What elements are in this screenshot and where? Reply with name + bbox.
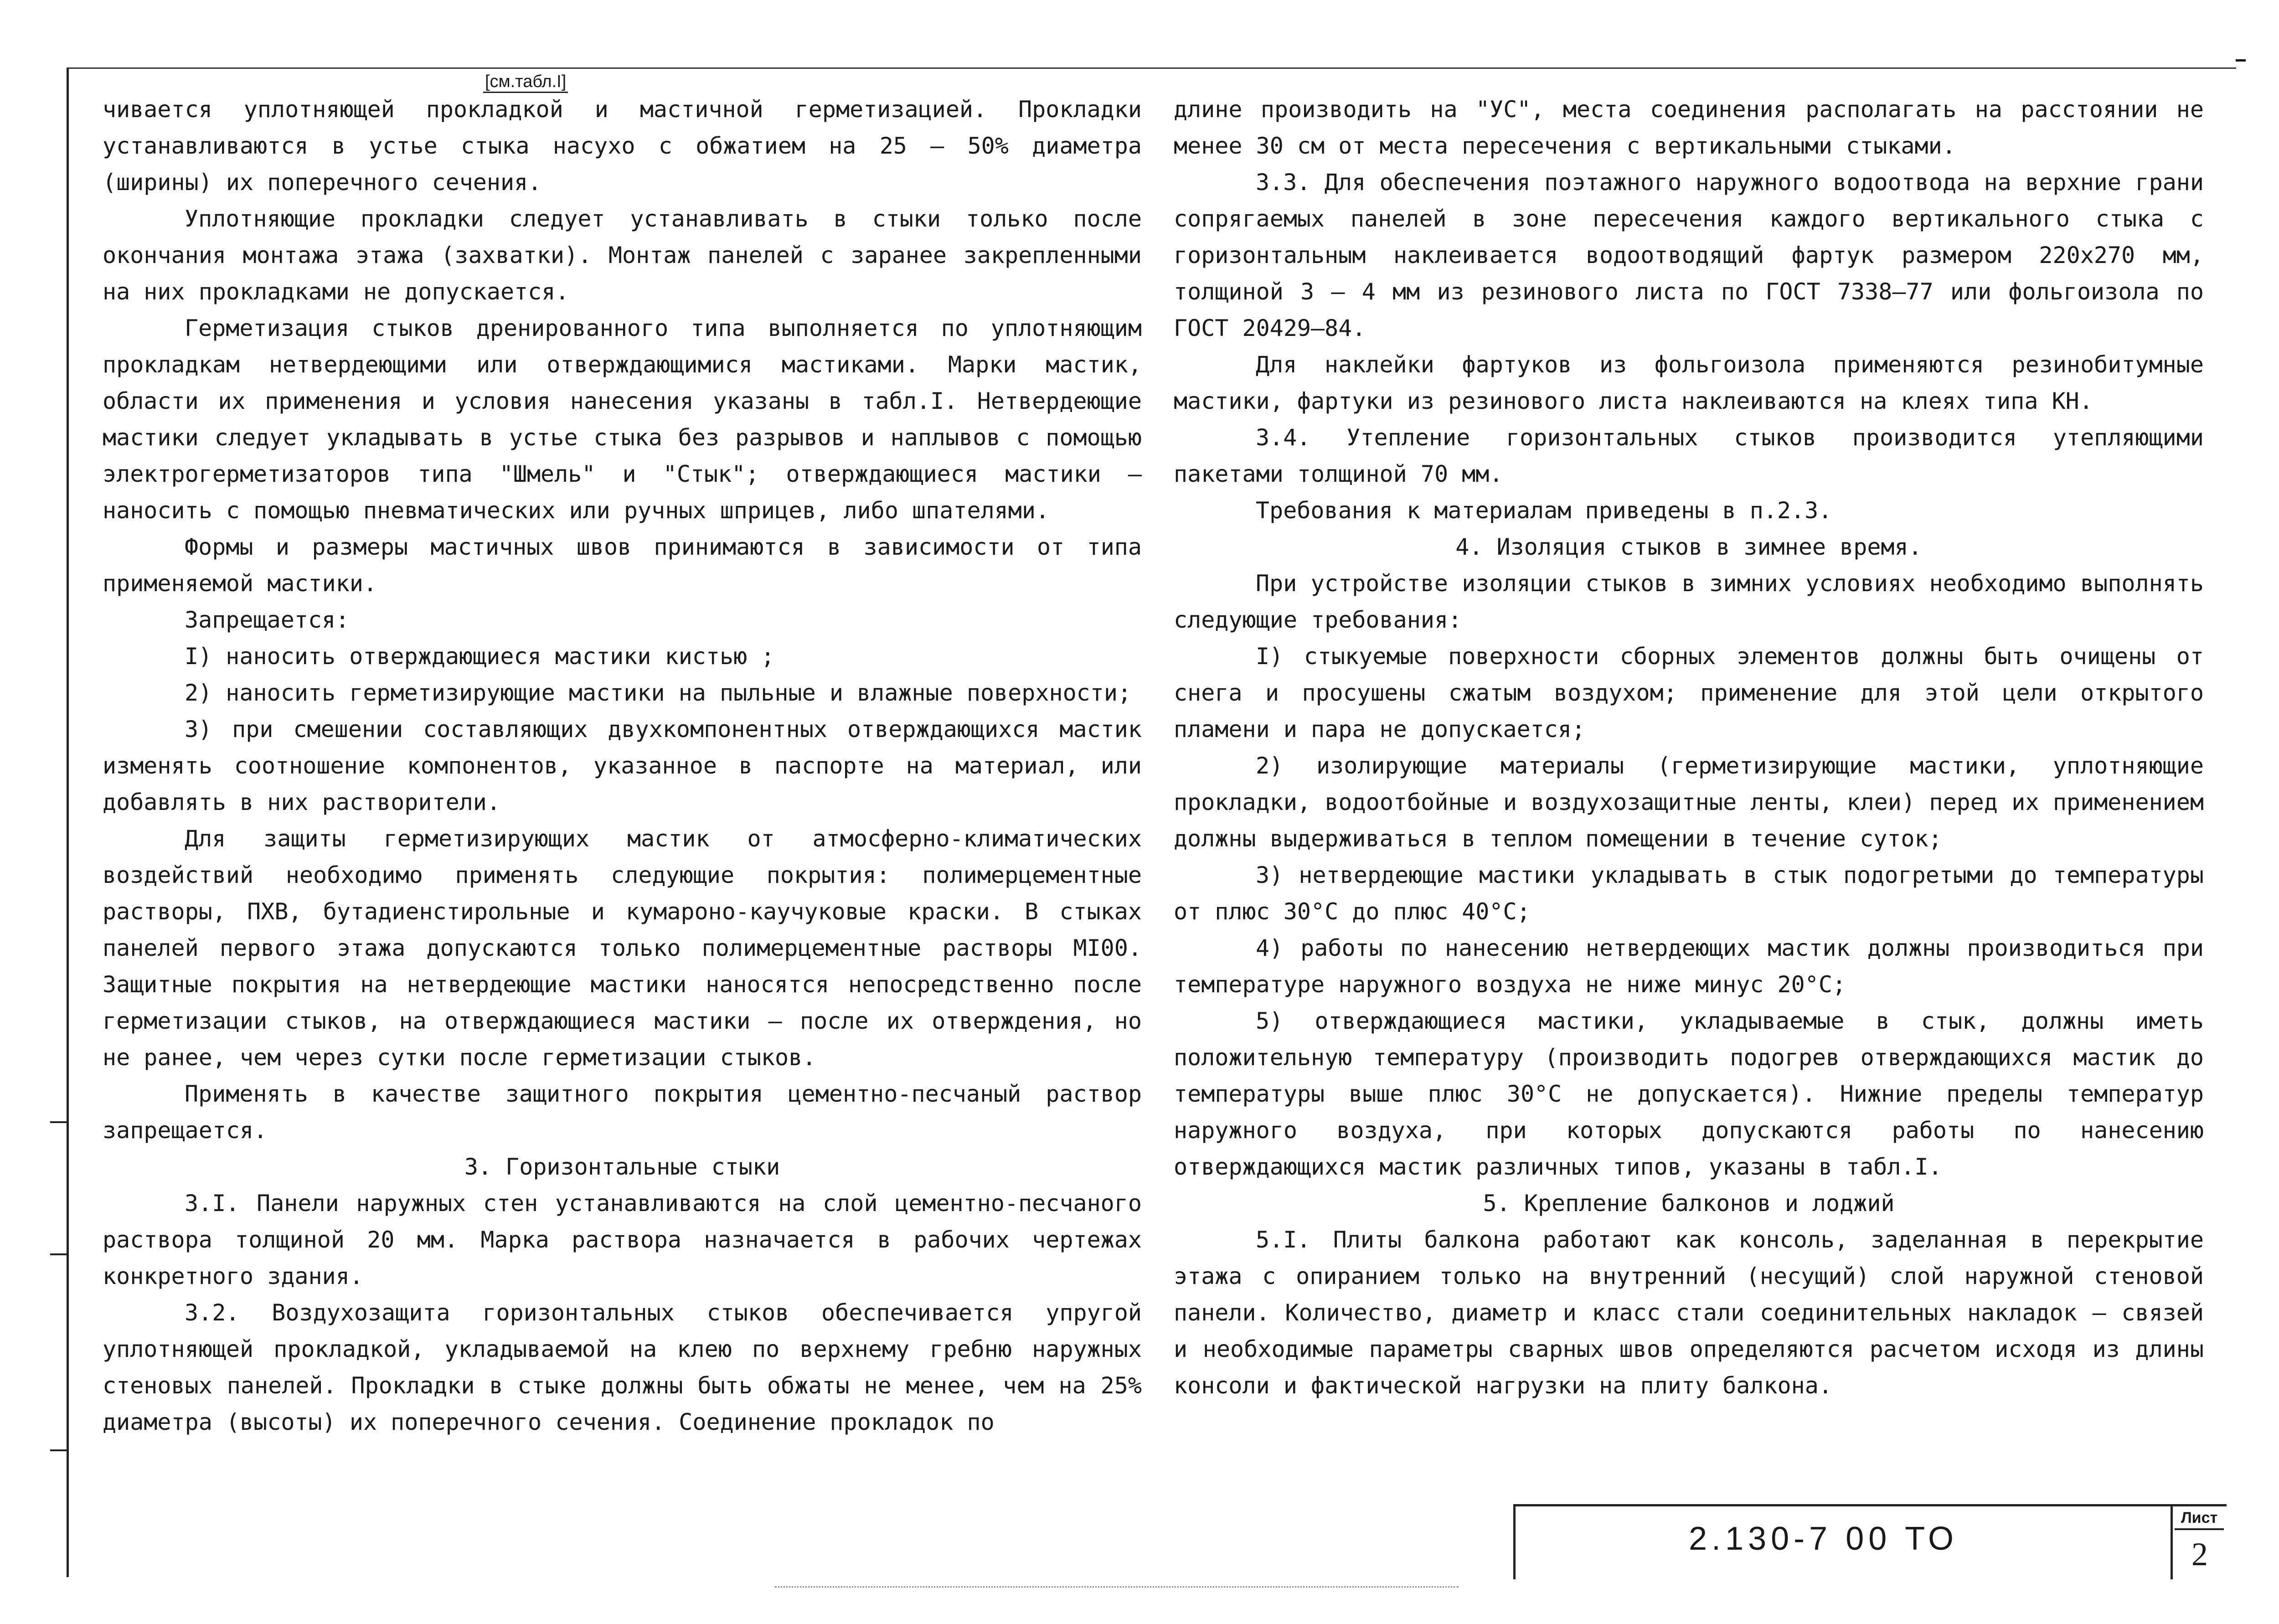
left-text-column (103, 91, 1142, 1440)
table-reference-note: [см.табл.I] (483, 72, 568, 93)
paragraph: 3) при смешении составляющих двухкомпонентных отверждающихся мастик изменять соотношение компонентов, указанное в паспорте на материал, или добавлять в них растворители. (103, 716, 1142, 815)
sheet-label: Лист (2175, 1507, 2224, 1530)
paragraph: 2) наносить герметизирующие мастики на пыльные и влажные поверхности; (185, 680, 1132, 706)
paragraph: 3.2. Воздухозащита горизонтальных стыков обеспечивается упругой уплотняющей прокладкой, укладываемой на клею по верхнему гребню наружных стеновых панелей. Прокладки в стыке должны быть обжаты не менее, чем на 25% диаметра (высоты) их поперечного сечения. Соединение прокладок по (103, 1299, 1142, 1435)
margin-fold-mark (50, 1253, 67, 1255)
paragraph: 3.4. Утепление горизонтальных стыков производится утепляющими пакетами толщиной 70 мм. (1174, 424, 2204, 487)
margin-fold-mark (50, 1449, 67, 1451)
paragraph: Требования к материалам приведены в п.2.3. (1256, 497, 1832, 524)
section-heading: 3. Горизонтальные стыки (464, 1154, 780, 1180)
section-heading: 5. Крепление балконов и лоджий (1483, 1190, 1895, 1217)
paragraph: 2) изолирующие материалы (герметизирующие мастики, уплотняющие прокладки, водоотбойные и воздухозащитные ленты, клеи) перед их применением должны выдерживаться в теплом помещении в течение суток; (1174, 753, 2204, 852)
paragraph: 3.I. Панели наружных стен устанавливаются на слой цементно-песчаного раствора толщиной 20 мм. Марка раствора назначается в рабочих чертежах конкретного здания. (103, 1190, 1142, 1289)
section-heading: 4. Изоляция стыков в зимнее время. (1455, 534, 1922, 560)
sheet-box (2171, 1506, 2227, 1579)
paragraph: I) наносить отверждающиеся мастики кистью ; (185, 643, 775, 670)
frame-corner-mark (2236, 59, 2246, 72)
right-text-column (1174, 91, 2204, 1404)
paragraph: Для наклейки фартуков из фольгоизола применяются резинобитумные мастики, фартуки из резинового листа наклеиваются на клеях типа КН. (1174, 351, 2204, 414)
paragraph: При устройстве изоляции стыков в зимних условиях необходимо выполнять следующие требования: (1174, 570, 2204, 633)
sheet-number: 2 (2191, 1536, 2208, 1572)
paragraph: Для защиты герметизирующих мастик от атмосферно-климатических воздействий необходимо применять следующие покрытия: полимерцементные растворы, ПХВ, бутадиенстирольные и кумароно-каучуковые краски. В стыках панелей первого этажа допускаются только полимерцементные растворы МI00. Защитные покрытия на нетвердеющие мастики наносятся непосредственно после герметизации стыков, на отверждающиеся мастики – после их отверждения, но не ранее, чем через сутки после герметизации стыков. (103, 825, 1142, 1071)
scan-edge-artifact (775, 1586, 1459, 1588)
paragraph: Применять в качестве защитного покрытия цементно-песчаный раствор запрещается. (103, 1081, 1142, 1144)
paragraph: Герметизация стыков дренированного типа выполняется по уплотняющим прокладкам нетвердеющими или отверждающимися мастиками. Марки мастик, области их применения и условия нанесения указаны в табл.I. Нетвердеющие мастики следует укладывать в устье стыка без разрывов и наплывов с помощью электрогерметизаторов типа "Шмель" и "Стык"; отверждающиеся мастики – наносить с помощью пневматических или ручных шприцев, либо шпателями. (103, 315, 1142, 524)
paragraph: Запрещается: (185, 607, 350, 633)
paragraph: 4) работы по нанесению нетвердеющих мастик должны производиться при температуре наружного воздуха не ниже минус 20°С; (1174, 935, 2204, 998)
paragraph: I) стыкуемые поверхности сборных элементов должны быть очищены от снега и просушены сжатым воздухом; применение для этой цели открытого пламени и пара не допускается; (1174, 643, 2204, 742)
title-block-stamp (1513, 1504, 2227, 1579)
paragraph: длине производить на "УС", места соединения располагать на расстоянии не менее 30 см от места пересечения с вертикальными стыками. (1174, 96, 2204, 159)
paragraph: Уплотняющие прокладки следует устанавливать в стыки только после окончания монтажа этажа (захватки). Монтаж панелей с заранее закрепленными на них прокладками не допускается. (103, 206, 1142, 305)
paragraph: чивается уплотняющей прокладкой и мастичной герметизацией. Прокладки устанавливаются в устье стыка насухо с обжатием на 25 – 50% диаметра (ширины) их поперечного сечения. (103, 96, 1142, 196)
page-frame-top (67, 67, 2236, 69)
paragraph: 3) нетвердеющие мастики укладывать в стык подогретыми до температуры от плюс 30°С до плюс 40°С; (1174, 862, 2204, 925)
paragraph: 5.I. Плиты балкона работают как консоль, заделанная в перекрытие этажа с опиранием только на внутренний (несущий) слой наружной стеновой панели. Количество, диаметр и класс стали соединительных накладок – связей и необходимые параметры сварных швов определяются расчетом исходя из длины консоли и фактической нагрузки на плиту балкона. (1174, 1227, 2204, 1399)
paragraph: 5) отверждающиеся мастики, укладываемые в стык, должны иметь положительную температуру (производить подогрев отверждающихся мастик до температуры выше плюс 30°С не допускается). Нижние пределы температур наружного воздуха, при которых допускаются работы по нанесению отверждающихся мастик различных типов, указаны в табл.I. (1174, 1008, 2204, 1180)
margin-fold-mark (50, 1121, 67, 1123)
paragraph: 3.3. Для обеспечения поэтажного наружного водоотвода на верхние грани сопрягаемых панелей в зоне пересечения каждого вертикального стыка с горизонтальным наклеивается водоотводящий фартук размером 220х270 мм, толщиной 3 – 4 мм из резинового листа по ГОСТ 7338–77 или фольгоизола по ГОСТ 20429–84. (1174, 169, 2204, 341)
document-code: 2.130-7 00 ТО (1689, 1521, 1959, 1557)
paragraph: Формы и размеры мастичных швов принимаются в зависимости от типа применяемой мастики. (103, 534, 1142, 597)
page-frame-left (67, 68, 69, 1577)
